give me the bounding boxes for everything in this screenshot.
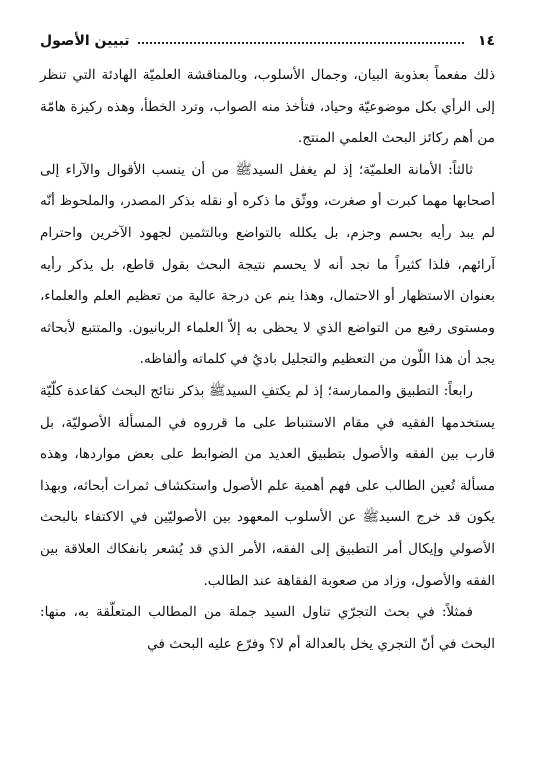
page-number: ١٤	[477, 33, 495, 49]
page-header	[40, 28, 495, 54]
paragraph-continuation: ذلك مفعماً بعذوبة البيان، وجمال الأسلوب، وبالمناقشة العلميّة الهادئة التي تنظر إلى الرأي بكل موضوعيّة وحياد، فتأخذ منه الصواب، وترد الخطأ، وهذه ركيزة هامّة من أهم ركائز البحث العلمي المنتج.	[40, 67, 495, 147]
page-body	[40, 60, 495, 660]
paragraph-application-practice: رابعاً: التطبيق والممارسة؛ إذ لم يكتفِ السيدﷺ بذكر نتائج البحث كقاعدة كلّيّة يستخدمها الفقيه في مقام الاستنباط على ما قرروه في المسألة الأصوليّة، بل قارب بين الفقه والأصول بتطبيق العديد من الضوابط على بعض مواردها، وهذه مسألة تُعين الطالب على فهم أهمية علم الأصول واستكشاف ثمرات أبحاثه، وبهذا يكون قد خرج السيدﷺ عن الأسلوب المعهود بين الأصوليّين في الاكتفاء بالبحث الأصولي وإيكال أمر التطبيق إلى الفقه، الأمر الذي قد يُشعر بانفكاك العلاقة بين الفقه والأصول، وزاد من صعوبة الفقاهة عند الطالب.	[40, 382, 495, 589]
book-page	[40, 28, 495, 660]
paragraph-scholarly-integrity: ثالثاً: الأمانة العلميّة؛ إذ لم يغفل السيدﷺ من أن ينسب الأقوال والآراء إلى أصحابها مهما كبرت أو صغرت، ووثّق ما ذكره أو نقله بذكر المصدر، والملحوظ أنّه لم يبد رأيه بحسم وجزم، بل يكلله بالتواضع وبالتثمين لجهود الآخرين واحترام آرائهم، فلذا كثيراً ما نجد أنه لا يحسم نتيجة البحث بقول قاطع، بل يذكر رأيه بعنوان الاستظهار أو الاحتمال، وهذا ينم عن درجة عالية من تعظيم العلم والعلماء، ومستوى رفيع من التواضع الذي لا يحظى به إلاّ العلماء الربانيون. والمتتبع لأبحاثه يجد أن هذا اللّون من التعظيم والتجليل باديٌ في كلماته وألفاظه.	[40, 161, 495, 368]
running-title: تبيين الأصول	[40, 33, 130, 49]
header-dotted-leader	[138, 42, 464, 44]
paragraph-example: فمثلاً: في بحث التجرّي تناول السيد جملة من المطالب المتعلّقة به، منها: البحث في أنّ التجري يخل بالعدالة أم لا؟ وفرّع عليه البحث في	[40, 604, 495, 652]
